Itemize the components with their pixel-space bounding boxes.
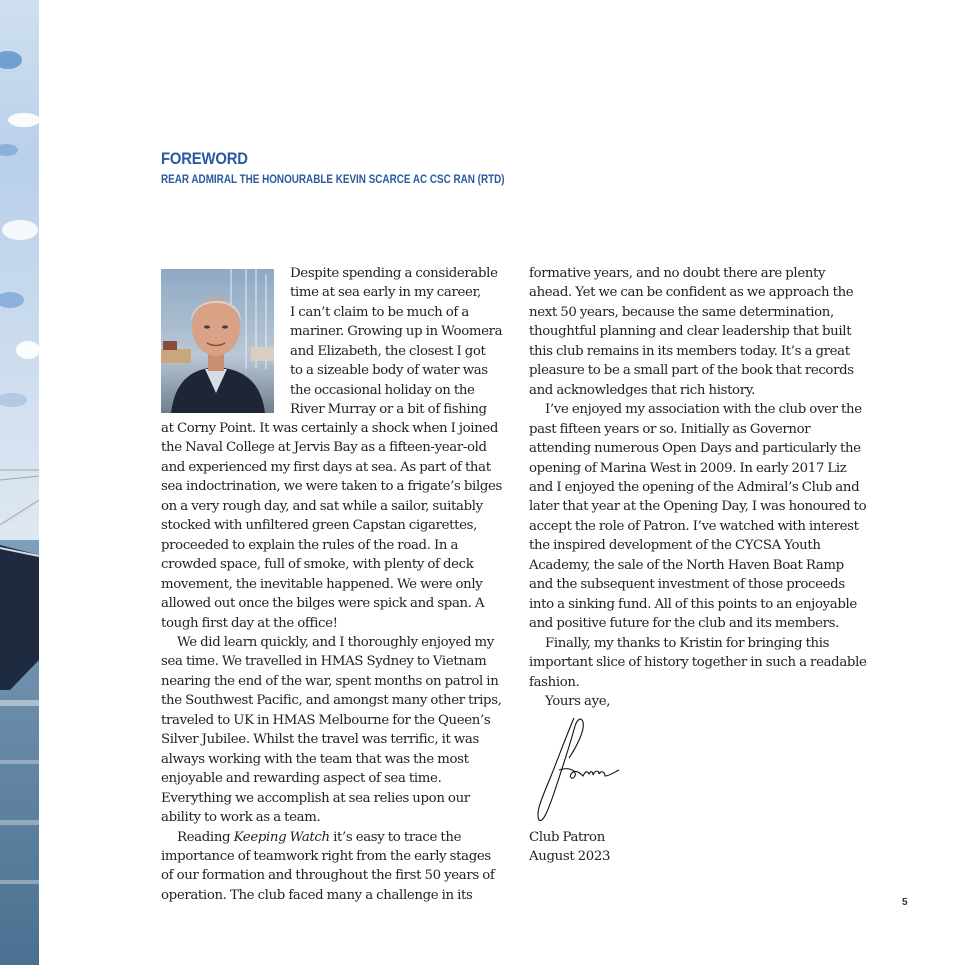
portrait-photo-icon: [161, 269, 274, 413]
wrap-line: and Elizabeth, the closest I got: [290, 343, 486, 359]
handwritten-signature: [529, 712, 624, 824]
paragraph-5: I’ve enjoyed my association with the club over the past fifteen years or so. Initially as Governor attending numerous Open Days and particularly the opening of Marina West in 2009. In early 2017 Liz and I enjoyed the opening of the Admiral’s Club and later that year at the Opening Day, I was honoured to accept the role of Patron. I’ve watched with interest the inspired development of the CYCSA Youth Academy, the sale of the North Haven Boat Ramp and the subsequent investment of those proceeds into a sinking fund. All of this points to an enjoyable and positive future for the club and its members.: [529, 402, 867, 632]
portrait-photo: [161, 269, 274, 413]
closing-line: Yours aye,: [545, 693, 611, 709]
paragraph-3: [161, 828, 506, 906]
right-column-body: [529, 264, 867, 711]
signoff-block: [529, 828, 729, 867]
harbour-yacht-photo-icon: [0, 0, 39, 965]
wrap-line: I can’t claim to be much of a: [290, 304, 469, 320]
author-subtitle: REAR ADMIRAL THE HONOURABLE KEVIN SCARCE AC CSC RAN (RTD): [161, 174, 505, 186]
signoff-date: August 2023: [529, 849, 611, 865]
signoff-role: Club Patron: [529, 830, 605, 845]
wrap-line: mariner. Growing up in Woomera: [290, 324, 503, 340]
wrap-line: to a sizeable body of water was: [290, 363, 488, 379]
wrap-line: River Murray or a bit of fishing: [290, 402, 487, 418]
signature-icon: [529, 712, 624, 824]
left-column-body: [161, 419, 506, 905]
paragraph-6: Finally, my thanks to Kristin for bringing this important slice of history together in such a readable fashion.: [529, 635, 867, 690]
wrap-line: time at sea early in my career,: [290, 285, 481, 301]
paragraph-4: formative years, and no doubt there are plenty ahead. Yet we can be confident as we approach the next 50 years, because the same determination, thoughtful planning and clear leadership that built this club remains in its members today. It’s a great pleasure to be a small part of the book that records and acknowledges that rich history.: [529, 266, 854, 398]
wrap-line: Despite spending a considerable: [290, 266, 498, 281]
wrap-line: the occasional holiday on the: [290, 382, 475, 398]
paragraph-3-rest: it’s easy to trace the importance of teamwork right from the early stages of our formation and throughout the first 50 years of operation. The club faced many a challenge in its: [161, 829, 495, 903]
page-number: 5: [902, 897, 908, 908]
side-photo-strip: [0, 0, 39, 965]
book-title: Keeping Watch: [233, 829, 330, 845]
paragraph-3-lead: Reading: [177, 829, 234, 845]
paragraph-1-continued: at Corny Point. It was certainly a shock when I joined the Naval College at Jervis Bay as a fifteen-year-old and experienced my first days at sea. As part of that sea indoctrination, we were taken to a frigate’s bilges on a very rough day, and sat while a sailor, suitably stocked with unfiltered green Capstan cigarettes, proceeded to explain the rules of the road. In a crowded space, full of smoke, with plenty of deck movement, the inevitable happened. We were only allowed out once the bilges were spick and span. A tough first day at the office!: [161, 421, 503, 631]
page-title: FOREWORD: [161, 150, 248, 168]
paragraph-2: We did learn quickly, and I thoroughly enjoyed my sea time. We travelled in HMAS Sydney to Vietnam nearing the end of the war, spent months on patrol in the Southwest Pacific, and amongst many other trips, traveled to UK in HMAS Melbourne for the Queen’s Silver Jubilee. Whilst the travel was terrific, it was always working with the team that was the most enjoyable and rewarding aspect of sea time. Everything we accomplish at sea relies upon our ability to work as a team.: [161, 634, 502, 826]
wrap-paragraph-start: [290, 264, 506, 420]
foreword-heading: [161, 150, 561, 186]
